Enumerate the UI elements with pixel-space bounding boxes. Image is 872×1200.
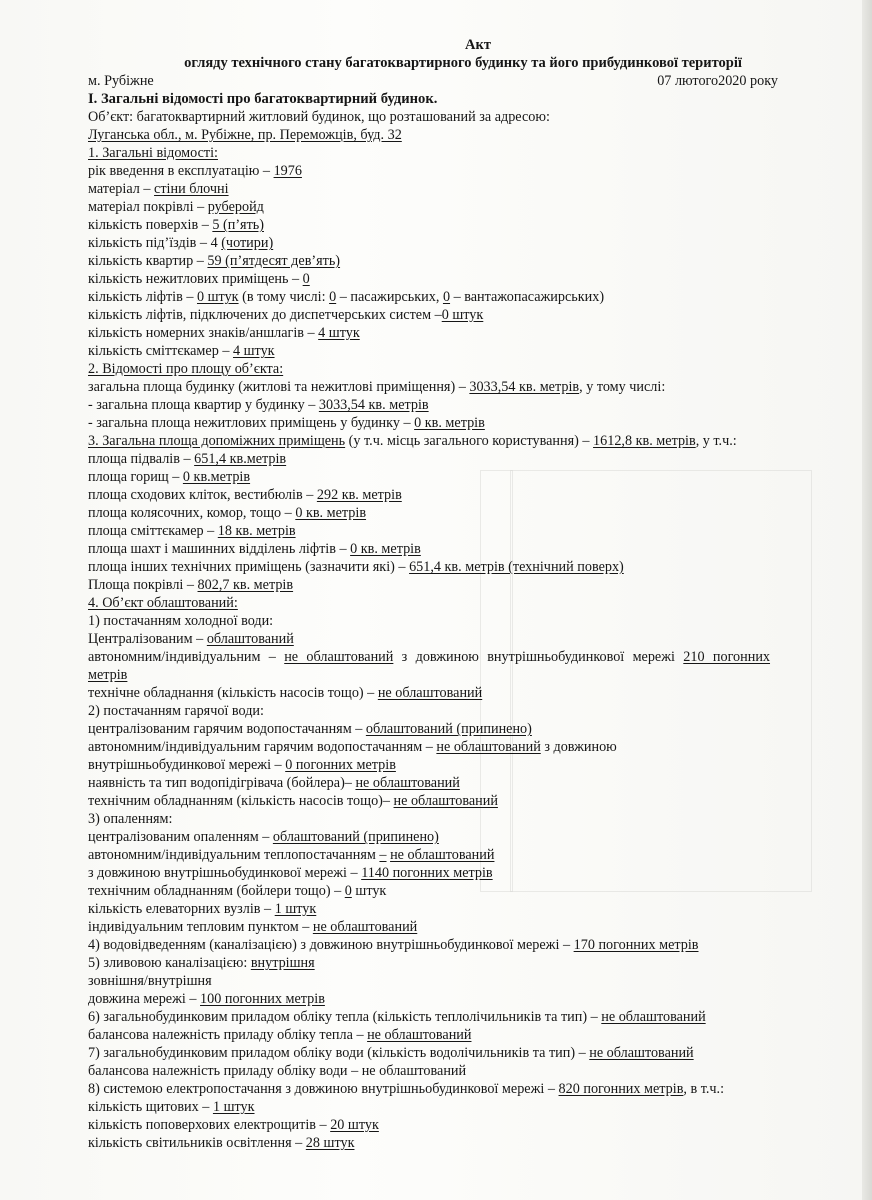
sewer-value: 170 погонних метрів xyxy=(573,937,699,953)
roof-material-line: матеріал покрівлі – руберойд xyxy=(88,199,264,215)
garbage-rooms-line: кількість сміттєкамер – 4 штук xyxy=(88,343,275,359)
nonres-count-value: 0 xyxy=(302,271,310,287)
heat-central-line: централізованим опаленням – облаштований (припинено) xyxy=(88,829,439,845)
storm-options-line: зовнішня/внутрішня xyxy=(88,973,212,989)
signs-line: кількість номерних знаків/аншлагів – 4 штук xyxy=(88,325,360,341)
aux-area-line: 3. Загальна площа допоміжних приміщень (у т.ч. місць загального користування) – 1612,8 кв. метрів, у т.ч.: xyxy=(88,433,737,449)
attic-line: площа горищ – 0 кв.метрів xyxy=(88,469,251,485)
stairs-value: 292 кв. метрів xyxy=(316,487,402,503)
floors-line: кількість поверхів – 5 (п’ять) xyxy=(88,217,264,233)
hot-net-value: 0 погонних метрів xyxy=(285,757,396,773)
roof-area-line: Площа покрівлі – 802,7 кв. метрів xyxy=(88,577,294,593)
heat-auto-line: автономним/індивідуальним теплопостачанням – не облаштований xyxy=(88,847,495,863)
basement-value: 651,4 кв.метрів xyxy=(194,451,287,467)
cold-auto-value: не облаштований xyxy=(284,649,394,665)
heat-point-line: індивідуальним тепловим пунктом – не облаштований xyxy=(88,919,418,935)
electric-line: 8) системою електропостачання з довжиною внутрішньобудинкової мережі – 820 погонних метрів, в т.ч.: xyxy=(88,1081,725,1097)
doc-title: Акт xyxy=(465,37,491,53)
water-meter-balance-line: балансова належність приладу обліку води – не облаштований xyxy=(88,1063,467,1079)
hot-water-head: 2) постачанням гарячої води: xyxy=(88,703,264,719)
signs-value: 4 штук xyxy=(318,325,360,341)
heat-meter-balance-line: балансова належність приладу обліку тепла – не облаштований xyxy=(88,1027,472,1043)
cold-tech-line: технічне обладнання (кількість насосів тощо) – не облаштований xyxy=(88,685,483,701)
heating-head: 3) опаленням: xyxy=(88,811,173,827)
heat-tech-value: 0 xyxy=(344,883,352,899)
floor-panels-value: 20 штук xyxy=(330,1117,379,1133)
elevator-value: 1 штук xyxy=(274,901,317,917)
heat-central-value: облаштований (припинено) xyxy=(272,829,439,845)
elevator-line: кількість елеваторних вузлів – 1 штук xyxy=(88,901,317,917)
apartments-value: 59 (п’ятдесят дев’ять) xyxy=(207,253,341,269)
cold-tech-value: не облаштований xyxy=(377,685,483,701)
panels-value: 1 штук xyxy=(212,1099,255,1115)
hot-net-line: внутрішньобудинкової мережі – 0 погонних метрів xyxy=(88,757,396,773)
basement-line: площа підвалів – 651,4 кв.метрів xyxy=(88,451,287,467)
lamps-line: кількість світильників освітлення – 28 штук xyxy=(88,1135,355,1151)
year-line: рік введення в експлуатацію – 1976 xyxy=(88,163,302,179)
storm-value: внутрішня xyxy=(250,955,315,971)
lifts-dispatch-value: 0 штук xyxy=(441,307,484,323)
lamps-value: 28 штук xyxy=(305,1135,355,1151)
cold-central-line: Централізованим – облаштований xyxy=(88,631,294,647)
floors-value: 5 (п’ять) xyxy=(212,217,264,233)
heat-auto-value: не облаштований xyxy=(390,847,495,863)
year-value: 1976 xyxy=(273,163,302,179)
hot-central-line: централізованим гарячим водопостачанням – облаштований (припинено) xyxy=(88,721,532,737)
roof-area-value: 802,7 кв. метрів xyxy=(197,577,294,593)
total-area-value: 3033,54 кв. метрів xyxy=(469,379,580,395)
general-title: 1. Загальні відомості: xyxy=(88,145,218,161)
heat-tech-line: технічним обладнанням (бойлери тощо) – 0 штук xyxy=(88,883,387,899)
storm-length-value: 100 погонних метрів xyxy=(200,991,325,1007)
nonres-count-line: кількість нежитлових приміщень – 0 xyxy=(88,271,310,287)
electric-value: 820 погонних метрів xyxy=(558,1081,684,1097)
material-value: стіни блочні xyxy=(154,181,229,197)
city-date-row xyxy=(88,72,778,90)
page-edge-shadow xyxy=(862,0,872,1200)
total-area-line: загальна площа будинку (житлові та нежитлові приміщення) – 3033,54 кв. метрів, у тому числі: xyxy=(88,379,666,395)
apartments-line: кількість квартир – 59 (п’ятдесят дев’ять) xyxy=(88,253,341,269)
lifts-line: кількість ліфтів – 0 штук (в тому числі: 0 – пасажирських, 0 – вантажопасажирських) xyxy=(88,289,605,305)
equip-title: 4. Об’єкт облаштований: xyxy=(88,595,238,611)
heat-meter-balance-value: не облаштований xyxy=(367,1027,472,1043)
garbage-area-value: 18 кв. метрів xyxy=(217,523,296,539)
boiler-value: не облаштований xyxy=(355,775,460,791)
water-meter-value: не облаштований xyxy=(589,1045,694,1061)
apartments-area-value: 3033,54 кв. метрів xyxy=(318,397,429,413)
area-title: 2. Відомості про площу об’єкта: xyxy=(88,361,284,377)
storm-line: 5) зливовою каналізацією: внутрішня xyxy=(88,955,315,971)
garbage-rooms-value: 4 штук xyxy=(232,343,275,359)
panels-line: кількість щитових – 1 штук xyxy=(88,1099,255,1115)
cold-net-length: 210 погонних метрів xyxy=(88,649,771,683)
shafts-value: 0 кв. метрів xyxy=(350,541,421,557)
entrances-line: кількість під’їздів – 4 (чотири) xyxy=(88,235,274,251)
lifts-value: 0 штук xyxy=(196,289,239,305)
object-line: Об’єкт: багатоквартирний житловий будинок, що розташований за адресою: xyxy=(88,109,550,125)
aux-area-value: 1612,8 кв. метрів xyxy=(593,433,696,449)
nonres-area-line: - загальна площа нежитлових приміщень у будинку – 0 кв. метрів xyxy=(88,415,485,431)
hot-tech-value: не облаштований xyxy=(393,793,498,809)
material-line: матеріал – стіни блочні xyxy=(88,181,229,197)
cold-central-value: облаштований xyxy=(206,631,294,647)
heat-net-line: з довжиною внутрішньобудинкової мережі – 1140 погонних метрів xyxy=(88,865,493,881)
apartments-area-line: - загальна площа квартир у будинку – 3033,54 кв. метрів xyxy=(88,397,429,413)
address: Луганська обл., м. Рубіжне, пр. Переможців, буд. 32 xyxy=(88,127,402,143)
storm-length-line: довжина мережі – 100 погонних метрів xyxy=(88,991,325,1007)
nonres-area-value: 0 кв. метрів xyxy=(414,415,485,431)
sewer-line: 4) водовідведенням (каналізацією) з довжиною внутрішньобудинкової мережі – 170 погонних метрів xyxy=(88,937,699,953)
address-line xyxy=(88,126,838,144)
hot-auto-value: не облаштований xyxy=(436,739,541,755)
boiler-line: наявність та тип водопідігрівача (бойлера)– не облаштований xyxy=(88,775,460,791)
tech-rooms-value: 651,4 кв. метрів (технічний поверх) xyxy=(409,559,624,575)
hot-tech-line: технічним обладнанням (кількість насосів тощо)– не облаштований xyxy=(88,793,498,809)
heat-net-value: 1140 погонних метрів xyxy=(361,865,493,881)
hot-auto-line: автономним/індивідуальним гарячим водопостачанням – не облаштований з довжиною xyxy=(88,739,617,755)
floor-panels-line: кількість поповерхових електрощитів – 20 штук xyxy=(88,1117,379,1133)
section-1-title: І. Загальні відомості про багатоквартирний будинок. xyxy=(88,91,438,107)
city: м. Рубіжне xyxy=(88,73,154,89)
heat-meter-value: не облаштований xyxy=(601,1009,706,1025)
heat-point-value: не облаштований xyxy=(312,919,418,935)
storage-value: 0 кв. метрів xyxy=(295,505,367,521)
entrances-value: (чотири) xyxy=(221,235,274,251)
water-meter-line: 7) загальнобудинковим приладом обліку води (кількість водолічильників та тип) – не облаштований xyxy=(88,1045,694,1061)
stairs-line: площа сходових кліток, вестибюлів – 292 кв. метрів xyxy=(88,487,402,503)
doc-subtitle: огляду технічного стану багатоквартирного будинку та його прибудинкової території xyxy=(184,55,742,71)
roof-material-value: руберойд xyxy=(207,199,264,215)
act-content xyxy=(88,36,838,1152)
garbage-area-line: площа сміттєкамер – 18 кв. метрів xyxy=(88,523,296,539)
hot-central-value: облаштований (припинено) xyxy=(365,721,532,737)
tech-rooms-line: площа інших технічних приміщень (зазначити які) – 651,4 кв. метрів (технічний поверх) xyxy=(88,559,624,575)
lifts-dispatch-line: кількість ліфтів, підключених до диспетчерських систем –0 штук xyxy=(88,307,484,323)
shafts-line: площа шахт і машинних відділень ліфтів – 0 кв. метрів xyxy=(88,541,421,557)
date: 07 лютого2020 року xyxy=(657,73,778,89)
attic-value: 0 кв.метрів xyxy=(182,469,251,485)
cold-auto-line: автономним/індивідуальним – не облаштований з довжиною внутрішньобудинкової мережі 210 погонних метрів xyxy=(88,649,771,683)
storage-line: площа колясочних, комор, тощо – 0 кв. метрів xyxy=(88,505,367,521)
heat-meter-line: 6) загальнобудинковим приладом обліку тепла (кількість теплолічильників та тип) – не облаштований xyxy=(88,1009,706,1025)
cold-water-head: 1) постачанням холодної води: xyxy=(88,613,274,629)
